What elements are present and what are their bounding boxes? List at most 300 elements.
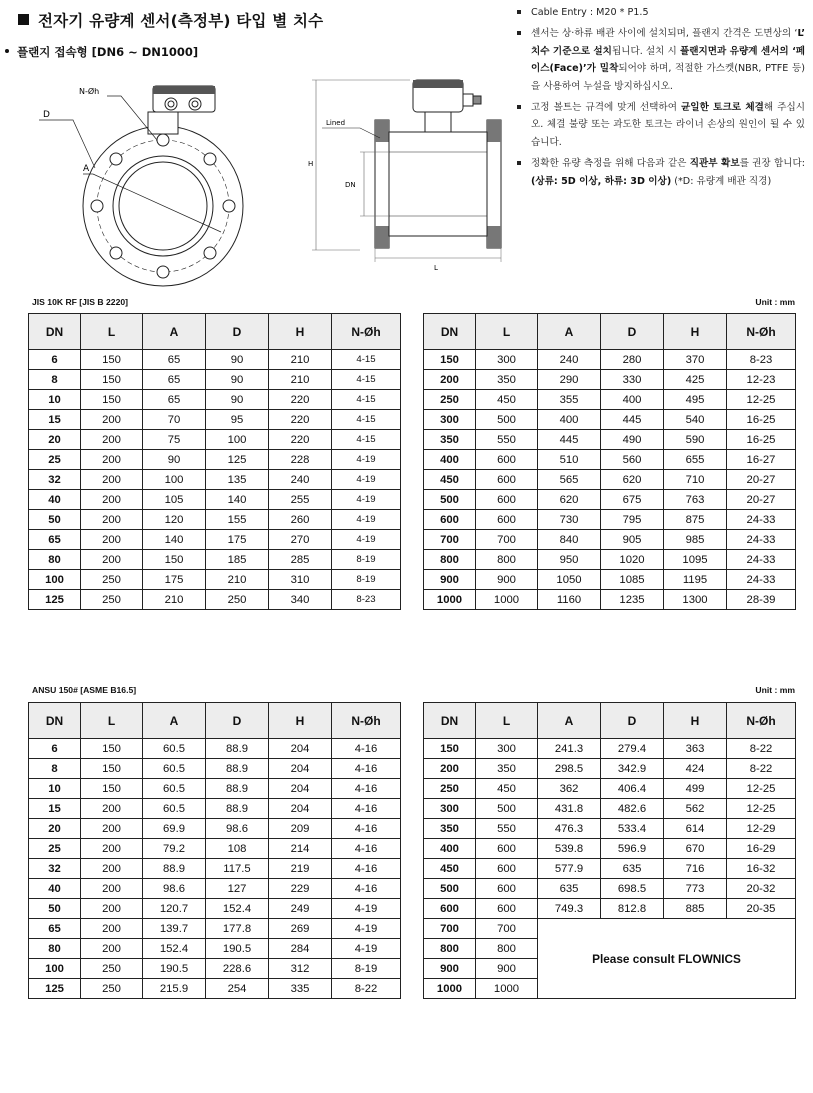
table-cell: 4-16 [332, 819, 401, 839]
dn-cell: 32 [29, 470, 81, 490]
column-header: DN [29, 703, 81, 739]
table-row [29, 350, 401, 370]
table-cell: 240 [269, 470, 332, 490]
table-cell: 204 [269, 779, 332, 799]
table-cell: 12-29 [727, 819, 796, 839]
label-dn: DN [345, 181, 356, 189]
table-cell: 65 [143, 390, 206, 410]
table-cell: 1160 [538, 590, 601, 610]
label-l: L [434, 264, 438, 272]
consult-note: Please consult FLOWNICS [538, 919, 796, 999]
table-row [29, 550, 401, 570]
jis-table-right [423, 313, 796, 610]
dn-cell: 200 [424, 370, 476, 390]
table-cell: 600 [476, 510, 538, 530]
table-cell: 200 [81, 510, 143, 530]
column-header: L [81, 314, 143, 350]
note-text: 플랜지면과 유량계 센서의 ‘페이스(Face)’가 밀착 [531, 45, 806, 75]
note-text: L’ 치수 기준으로 설치 [531, 28, 805, 57]
table-cell: 12-25 [727, 390, 796, 410]
dn-cell: 1000 [424, 979, 476, 999]
table-cell: 812.8 [601, 899, 664, 919]
dn-cell: 10 [29, 390, 81, 410]
installation-notes [515, 4, 805, 194]
table-cell: 120.7 [143, 899, 206, 919]
table-row [29, 919, 401, 939]
table-row [424, 430, 796, 450]
table-cell: 476.3 [538, 819, 601, 839]
table-cell: 280 [601, 350, 664, 370]
table-cell: 155 [206, 510, 269, 530]
table-cell: 204 [269, 759, 332, 779]
table-row [424, 510, 796, 530]
table-cell: 4-19 [332, 490, 401, 510]
dn-cell: 450 [424, 470, 476, 490]
note-text: 됩니다. 설치 시 [611, 45, 680, 57]
table-cell: 400 [601, 390, 664, 410]
note-item [515, 155, 805, 190]
table-cell: 254 [206, 979, 269, 999]
table-cell: 4-19 [332, 939, 401, 959]
column-header: L [476, 314, 538, 350]
dn-cell: 8 [29, 759, 81, 779]
dn-cell: 350 [424, 430, 476, 450]
table1-unit-label: Unit : mm [755, 297, 795, 307]
table-cell: 8-22 [332, 979, 401, 999]
table-cell: 905 [601, 530, 664, 550]
table-cell: 200 [81, 819, 143, 839]
table-cell: 298.5 [538, 759, 601, 779]
table-cell: 363 [664, 739, 727, 759]
table-row [424, 450, 796, 470]
dn-cell: 350 [424, 819, 476, 839]
table-cell: 241.3 [538, 739, 601, 759]
table-cell: 340 [269, 590, 332, 610]
table-cell: 150 [143, 550, 206, 570]
note-text: 해 주십시오. 체결 불량 또는 과도한 토크는 라이너 손상의 원인이 될 수 있습니다. [531, 102, 806, 148]
table-cell: 108 [206, 839, 269, 859]
table-cell: 8-23 [332, 590, 401, 610]
note-text: 균일한 토크로 체결 [681, 102, 764, 114]
table-cell: 229 [269, 879, 332, 899]
table-row [29, 839, 401, 859]
dn-cell: 300 [424, 410, 476, 430]
dn-cell: 20 [29, 430, 81, 450]
table-cell: 4-15 [332, 390, 401, 410]
table-cell: 600 [476, 450, 538, 470]
table-row [29, 410, 401, 430]
note-item [515, 4, 805, 21]
table-cell: 215.9 [143, 979, 206, 999]
dn-cell: 800 [424, 550, 476, 570]
table-row [424, 410, 796, 430]
table-cell: 260 [269, 510, 332, 530]
table-cell: 69.9 [143, 819, 206, 839]
table-row [424, 919, 796, 939]
page-title-text: 전자기 유량계 센서(측정부) 타입 별 치수 [38, 12, 324, 30]
dn-cell: 20 [29, 819, 81, 839]
table-cell: 88.9 [206, 759, 269, 779]
note-text: 센서는 상·하류 배관 사이에 설치되며, 플랜지 간격은 도면상의 ‘ [531, 28, 798, 40]
table-cell: 240 [538, 350, 601, 370]
table-cell: 600 [476, 899, 538, 919]
dn-cell: 40 [29, 490, 81, 510]
section-subtitle [5, 44, 198, 60]
table-cell: 4-16 [332, 739, 401, 759]
table-cell: 400 [538, 410, 601, 430]
table-cell: 4-16 [332, 779, 401, 799]
table-cell: 900 [476, 570, 538, 590]
note-item [515, 25, 805, 95]
dn-cell: 40 [29, 879, 81, 899]
table-cell: 185 [206, 550, 269, 570]
table-row [29, 739, 401, 759]
table-cell: 190.5 [206, 939, 269, 959]
table-cell: 139.7 [143, 919, 206, 939]
table-cell: 350 [476, 370, 538, 390]
label-d: D [43, 110, 50, 120]
table-cell: 4-16 [332, 859, 401, 879]
table-cell: 749.3 [538, 899, 601, 919]
table-cell: 4-19 [332, 899, 401, 919]
table-cell: 204 [269, 799, 332, 819]
table-cell: 90 [143, 450, 206, 470]
dn-cell: 65 [29, 530, 81, 550]
table-cell: 795 [601, 510, 664, 530]
table-cell: 152.4 [206, 899, 269, 919]
column-header: L [476, 703, 538, 739]
table-cell: 150 [81, 759, 143, 779]
table-cell: 228 [269, 450, 332, 470]
table-cell: 510 [538, 450, 601, 470]
table-cell: 335 [269, 979, 332, 999]
table-cell: 635 [538, 879, 601, 899]
table-cell: 16-29 [727, 839, 796, 859]
table-cell: 1085 [601, 570, 664, 590]
column-header: D [206, 703, 269, 739]
dn-cell: 500 [424, 490, 476, 510]
table-cell: 730 [538, 510, 601, 530]
dn-cell: 80 [29, 550, 81, 570]
dn-cell: 400 [424, 839, 476, 859]
table-cell: 450 [476, 390, 538, 410]
table-cell: 698.5 [601, 879, 664, 899]
table-cell: 4-16 [332, 759, 401, 779]
table-cell: 214 [269, 839, 332, 859]
table-cell: 200 [81, 530, 143, 550]
table-cell: 125 [206, 450, 269, 470]
table-cell: 120 [143, 510, 206, 530]
column-header: DN [29, 314, 81, 350]
table-cell: 4-15 [332, 370, 401, 390]
dn-cell: 10 [29, 779, 81, 799]
dn-cell: 100 [29, 570, 81, 590]
table-cell: 140 [206, 490, 269, 510]
table-cell: 539.8 [538, 839, 601, 859]
table-row [29, 959, 401, 979]
table-cell: 220 [269, 430, 332, 450]
label-n-oh: N-Øh [79, 87, 100, 96]
table-cell: 24-33 [727, 550, 796, 570]
table-cell: 4-15 [332, 350, 401, 370]
table-cell: 710 [664, 470, 727, 490]
table-cell: 20-35 [727, 899, 796, 919]
dn-cell: 150 [424, 350, 476, 370]
table-row [424, 370, 796, 390]
page-title [18, 9, 323, 31]
dn-cell: 700 [424, 919, 476, 939]
dn-cell: 600 [424, 510, 476, 530]
table-cell: 424 [664, 759, 727, 779]
table-cell: 342.9 [601, 759, 664, 779]
table-row [424, 879, 796, 899]
notes-list [515, 4, 805, 190]
table-cell: 562 [664, 799, 727, 819]
note-text: 직관부 확보 [689, 158, 740, 170]
table-cell: 4-19 [332, 919, 401, 939]
table-cell: 716 [664, 859, 727, 879]
table-cell: 210 [143, 590, 206, 610]
table-row [29, 450, 401, 470]
table-cell: 150 [81, 390, 143, 410]
table-cell: 20-27 [727, 470, 796, 490]
dn-cell: 15 [29, 410, 81, 430]
table-row [29, 819, 401, 839]
table-cell: 330 [601, 370, 664, 390]
table-cell: 24-33 [727, 510, 796, 530]
ansi-table-right [423, 702, 796, 999]
table-cell: 250 [81, 570, 143, 590]
table-cell: 1000 [476, 590, 538, 610]
table-cell: 350 [476, 759, 538, 779]
table-cell: 950 [538, 550, 601, 570]
sensor-neck-side [425, 112, 451, 132]
table-cell: 79.2 [143, 839, 206, 859]
dn-cell: 500 [424, 879, 476, 899]
dn-cell: 1000 [424, 590, 476, 610]
jis-table-left [28, 313, 401, 610]
table-row [29, 390, 401, 410]
table-cell: 65 [143, 350, 206, 370]
table-cell: 533.4 [601, 819, 664, 839]
table-cell: 200 [81, 939, 143, 959]
table-cell: 249 [269, 899, 332, 919]
table-row [29, 979, 401, 999]
table-cell: 370 [664, 350, 727, 370]
table-cell: 105 [143, 490, 206, 510]
table-cell: 4-16 [332, 879, 401, 899]
table-row [424, 590, 796, 610]
table-row [424, 530, 796, 550]
table-cell: 596.9 [601, 839, 664, 859]
table-cell: 4-15 [332, 430, 401, 450]
table-row [29, 799, 401, 819]
table-row [29, 490, 401, 510]
table-cell: 577.9 [538, 859, 601, 879]
table-cell: 228.6 [206, 959, 269, 979]
table-cell: 200 [81, 859, 143, 879]
table-cell: 1000 [476, 979, 538, 999]
dn-cell: 100 [29, 959, 81, 979]
table-cell: 150 [81, 779, 143, 799]
table-cell: 60.5 [143, 799, 206, 819]
table-cell: 635 [601, 859, 664, 879]
table-cell: 310 [269, 570, 332, 590]
table-row [424, 839, 796, 859]
table-cell: 250 [81, 590, 143, 610]
table-cell: 4-19 [332, 510, 401, 530]
dn-cell: 80 [29, 939, 81, 959]
dn-cell: 900 [424, 959, 476, 979]
table-cell: 1235 [601, 590, 664, 610]
section-subtitle-text: 플랜지 접속형 [DN6 ~ DN1000] [17, 45, 199, 59]
table-cell: 445 [601, 410, 664, 430]
table-cell: 499 [664, 779, 727, 799]
table-cell: 12-25 [727, 799, 796, 819]
note-text: 정확한 유량 측정을 위해 다음과 같은 [531, 158, 690, 170]
table-cell: 670 [664, 839, 727, 859]
bullet-icon [5, 49, 9, 53]
table-cell: 490 [601, 430, 664, 450]
terminal-box-cap [153, 86, 215, 94]
dn-cell: 25 [29, 839, 81, 859]
table-cell: 220 [269, 390, 332, 410]
square-bullet-icon [18, 14, 29, 25]
table-cell: 800 [476, 939, 538, 959]
table-cell: 600 [476, 859, 538, 879]
table-cell: 4-19 [332, 470, 401, 490]
note-text: 를 권장 합니다: [739, 158, 806, 170]
column-header: H [664, 703, 727, 739]
table-cell: 190.5 [143, 959, 206, 979]
table-cell: 875 [664, 510, 727, 530]
table-cell: 127 [206, 879, 269, 899]
table-cell: 24-33 [727, 530, 796, 550]
dn-cell: 900 [424, 570, 476, 590]
table-cell: 90 [206, 350, 269, 370]
table-row [29, 939, 401, 959]
sensor-body [389, 132, 487, 236]
column-header: A [143, 314, 206, 350]
column-header: N-Øh [332, 314, 401, 350]
table-cell: 12-25 [727, 779, 796, 799]
table-cell: 60.5 [143, 779, 206, 799]
table-cell: 200 [81, 470, 143, 490]
table-cell: 4-16 [332, 799, 401, 819]
table-cell: 150 [81, 370, 143, 390]
table-row [424, 550, 796, 570]
table-row [424, 759, 796, 779]
column-header: DN [424, 703, 476, 739]
table-cell: 200 [81, 799, 143, 819]
table-cell: 204 [269, 739, 332, 759]
table-cell: 773 [664, 879, 727, 899]
table-cell: 219 [269, 859, 332, 879]
table-cell: 16-32 [727, 859, 796, 879]
table-cell: 4-16 [332, 839, 401, 859]
column-header: N-Øh [332, 703, 401, 739]
table-cell: 500 [476, 410, 538, 430]
table-cell: 900 [476, 959, 538, 979]
column-header: H [664, 314, 727, 350]
table-cell: 8-19 [332, 959, 401, 979]
table-cell: 700 [476, 530, 538, 550]
table-cell: 60.5 [143, 759, 206, 779]
table-cell: 445 [538, 430, 601, 450]
table-cell: 150 [81, 739, 143, 759]
table-cell: 800 [476, 550, 538, 570]
table-cell: 95 [206, 410, 269, 430]
note-text: 되어야 하며, 적절한 가스켓(NBR, PTFE 등)을 사용하여 누설을 방지하십시오. [531, 63, 805, 92]
table-cell: 70 [143, 410, 206, 430]
table-cell: 200 [81, 430, 143, 450]
table-cell: 88.9 [143, 859, 206, 879]
table-cell: 16-25 [727, 430, 796, 450]
table-row [29, 470, 401, 490]
table-cell: 450 [476, 779, 538, 799]
table-cell: 284 [269, 939, 332, 959]
dn-cell: 700 [424, 530, 476, 550]
table-cell: 220 [269, 410, 332, 430]
table-cell: 8-22 [727, 739, 796, 759]
table-row [424, 859, 796, 879]
table-cell: 16-27 [727, 450, 796, 470]
dn-cell: 125 [29, 979, 81, 999]
table-cell: 200 [81, 879, 143, 899]
column-header: DN [424, 314, 476, 350]
table-cell: 565 [538, 470, 601, 490]
dn-cell: 450 [424, 859, 476, 879]
table-cell: 175 [143, 570, 206, 590]
table1-standard-label: JIS 10K RF [JIS B 2220] [32, 297, 129, 307]
table-cell: 620 [538, 490, 601, 510]
table-cell: 600 [476, 470, 538, 490]
table-cell: 250 [81, 979, 143, 999]
column-header: D [601, 703, 664, 739]
dn-cell: 300 [424, 799, 476, 819]
dn-cell: 15 [29, 799, 81, 819]
table-cell: 840 [538, 530, 601, 550]
dn-cell: 250 [424, 390, 476, 410]
table-cell: 150 [81, 350, 143, 370]
table-cell: 279.4 [601, 739, 664, 759]
table-cell: 100 [143, 470, 206, 490]
table-cell: 1020 [601, 550, 664, 570]
table-cell: 500 [476, 799, 538, 819]
table-row [29, 370, 401, 390]
table-cell: 175 [206, 530, 269, 550]
table-cell: 210 [269, 370, 332, 390]
table-cell: 20-32 [727, 879, 796, 899]
table-cell: 65 [143, 370, 206, 390]
table-cell: 1195 [664, 570, 727, 590]
table-cell: 1300 [664, 590, 727, 610]
table-cell: 431.8 [538, 799, 601, 819]
table-row [424, 490, 796, 510]
table-cell: 362 [538, 779, 601, 799]
table-cell: 590 [664, 430, 727, 450]
table-cell: 88.9 [206, 779, 269, 799]
table-cell: 210 [269, 350, 332, 370]
table-row [29, 759, 401, 779]
column-header: H [269, 314, 332, 350]
dn-cell: 6 [29, 350, 81, 370]
table-cell: 763 [664, 490, 727, 510]
dn-cell: 8 [29, 370, 81, 390]
table-cell: 614 [664, 819, 727, 839]
table-cell: 135 [206, 470, 269, 490]
table-cell: 312 [269, 959, 332, 979]
